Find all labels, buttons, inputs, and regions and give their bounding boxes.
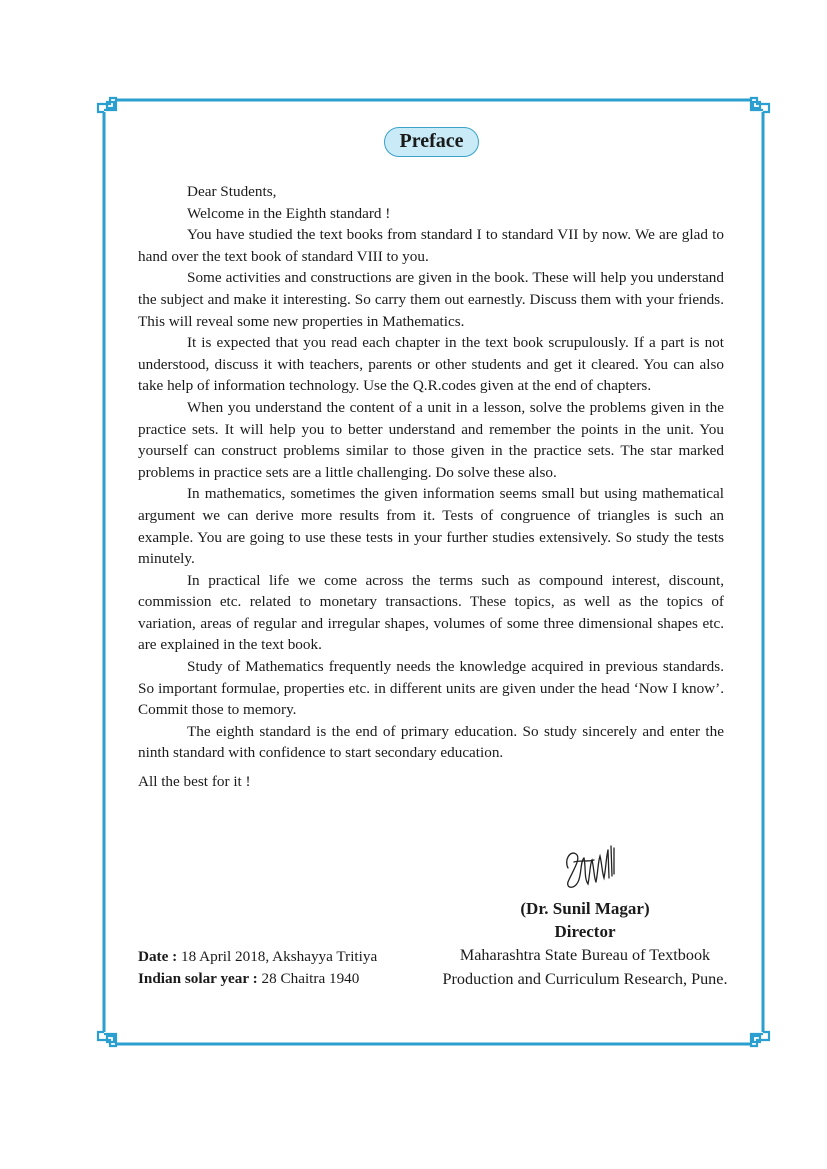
- welcome-line: Welcome in the Eighth standard !: [187, 204, 391, 222]
- date-value: 18 April 2018, Akshayya Tritiya: [181, 948, 378, 965]
- signatory-org-line2: Production and Curriculum Research, Pune.: [442, 970, 728, 988]
- closing-line: All the best for it !: [138, 773, 251, 791]
- paragraph: When you understand the content of a unit in a lesson, solve the problems given in the practice sets. It will help you to better understand and remember the points in the unit. You yourself can construct problems similar to those given in the practice sets. The star marked problems in practice sets are a little challenging. Do solve these also.: [138, 398, 724, 481]
- paragraph: In practical life we come across the terms such as compound interest, discount, commission etc. related to monetary transactions. These topics, as well as the topics of variation, areas of regular and irregular shapes, volumes of some three dimensional shapes etc. are explained in the text book.: [138, 571, 724, 654]
- paragraph: In mathematics, sometimes the given information seems small but using mathematical argument we can derive more results from it. Tests of congruence of triangles is such an example. You are going to use these tests in your further studies extensively. So study the tests minutely.: [138, 485, 724, 568]
- page-title: Preface: [384, 127, 479, 157]
- paragraph: Some activities and constructions are given in the book. These will help you understand the subject and make it interesting. So carry them out earnestly. Discuss them with your friends. This will reveal some new properties in Mathematics.: [138, 269, 724, 330]
- preface-body: [138, 181, 724, 793]
- greeting: Dear Students,: [187, 183, 277, 200]
- date-label: Date :: [138, 948, 178, 965]
- signatory-org-line1: Maharashtra State Bureau of Textbook: [459, 946, 711, 964]
- paragraph: Study of Mathematics frequently needs the knowledge acquired in previous standards. So important formulae, properties etc. in different units are given under the head ‘Now I know’. Commit those to memory.: [138, 658, 724, 719]
- signatory-name: (Dr. Sunil Magar): [520, 899, 650, 918]
- paragraph: It is expected that you read each chapter in the text book scrupulously. If a part is not understood, discuss it with teachers, parents or other students and get it cleared. You can also take help of information technology. Use the Q.R.codes given at the end of chapters.: [138, 334, 724, 395]
- solar-year-line: [138, 968, 377, 990]
- paragraph: You have studied the text books from standard I to standard VII by now. We are glad to hand over the text book of standard VIII to you.: [138, 226, 724, 265]
- solar-year-value: 28 Chaitra 1940: [261, 970, 360, 987]
- paragraph: The eighth standard is the end of primary education. So study sincerely and enter the ninth standard with confidence to start secondary education.: [138, 722, 724, 762]
- signatory-block: [420, 897, 750, 991]
- solar-year-label: Indian solar year :: [138, 970, 258, 987]
- handwritten-signature: [560, 838, 620, 898]
- signatory-title: Director: [554, 922, 616, 941]
- date-line: [138, 946, 377, 968]
- date-block: [138, 946, 377, 990]
